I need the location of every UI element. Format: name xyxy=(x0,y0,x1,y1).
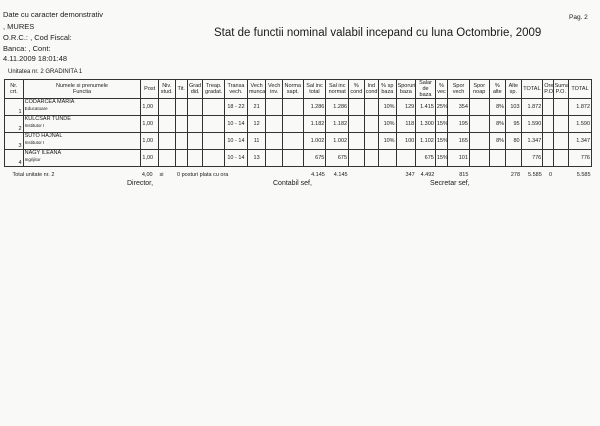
totals-posturi-note: 0 posturi plata cu ora xyxy=(175,167,303,184)
signature-contabil: Contabil sef, xyxy=(273,180,312,187)
cell-post: 1,00 xyxy=(141,99,159,116)
table-row xyxy=(5,99,592,116)
employee-name: SUTO HAJNAL xyxy=(24,133,63,139)
cell-pct-vec: 15% xyxy=(435,133,447,150)
cell-sal-normat: 675 xyxy=(326,150,349,167)
cell-nr: 3 xyxy=(5,133,24,150)
totals-si: si xyxy=(158,167,175,184)
cell-pct-baza: 10% xyxy=(379,133,397,150)
cell-alte-sp xyxy=(506,150,522,167)
cell-pct-vec: 25% xyxy=(435,99,447,116)
totals-ore-po: 0 xyxy=(543,167,553,184)
cell-pct-vec: 15% xyxy=(435,150,447,167)
cell-spor-vech: 101 xyxy=(448,150,470,167)
cell-spor-vech: 165 xyxy=(448,133,470,150)
totals-sal-total: 4.145 xyxy=(303,167,326,184)
col-vech-munca: Vech munca xyxy=(247,80,266,99)
col-sal-total: Sal inc total xyxy=(303,80,326,99)
cell-transa: 10 - 14 xyxy=(225,116,248,133)
employee-function: Institutor I xyxy=(24,140,45,145)
totals-sporuri-baza: 347 xyxy=(396,167,416,184)
cell-vech-munca: 21 xyxy=(247,99,266,116)
cell-sporuri-baza: 100 xyxy=(396,133,416,150)
table-row xyxy=(5,116,592,133)
cell-sal-normat: 1.182 xyxy=(326,116,349,133)
col-pct-vec: % vec xyxy=(435,80,447,99)
cell-total2: 1.590 xyxy=(569,116,592,133)
employee-function: Institutor I xyxy=(24,123,45,128)
cell-post: 1,00 xyxy=(141,150,159,167)
cell-sporuri-baza: 129 xyxy=(396,99,416,116)
cell-spor-vech: 195 xyxy=(448,116,470,133)
cell-name xyxy=(23,116,141,133)
cell-total: 1.347 xyxy=(521,133,543,150)
cell-sporuri-baza xyxy=(396,150,416,167)
col-ore-po: Ore P.O. xyxy=(543,80,553,99)
bank-account: Banca: , Cont: xyxy=(3,44,51,53)
totals-total: 5.585 xyxy=(521,167,543,184)
cell-vech-munca: 13 xyxy=(247,150,266,167)
cell-pct-baza: 10% xyxy=(379,116,397,133)
totals-sal-normat: 4.145 xyxy=(326,167,349,184)
cell-vech-munca: 11 xyxy=(247,133,266,150)
orc-fiscal-code: O.R.C.: , Cod Fiscal: xyxy=(3,33,72,42)
county: , MURES xyxy=(3,22,35,31)
cell-name xyxy=(23,99,141,116)
totals-post: 4,00 xyxy=(141,167,159,184)
totals-spor-vech: 815 xyxy=(448,167,470,184)
cell-sal-total: 1.286 xyxy=(303,99,326,116)
cell-alte-sp: 80 xyxy=(506,133,522,150)
col-transa: Transa vech. xyxy=(225,80,248,99)
cell-total: 776 xyxy=(521,150,543,167)
col-function-label: Functia xyxy=(72,89,92,95)
col-total2: TOTAL xyxy=(569,80,592,99)
employee-name: CODARCEA MARIA xyxy=(24,99,75,105)
cell-name xyxy=(23,133,141,150)
col-suma-po: Suma P.O. xyxy=(553,80,569,99)
col-sal-normat: Sal inc normat xyxy=(326,80,349,99)
col-pct-cond: % cond xyxy=(349,80,365,99)
col-pct-alte: % alte xyxy=(489,80,506,99)
cell-nr: 2 xyxy=(5,116,24,133)
cell-pct-baza xyxy=(379,150,397,167)
totals-total2: 5.585 xyxy=(569,167,592,184)
col-salar-baza: Salar de baza xyxy=(416,80,436,99)
employee-function: Ingrijitor xyxy=(24,157,41,162)
col-grad-did: Grad did. xyxy=(187,80,203,99)
col-name-label: Numele si prenumele xyxy=(56,83,108,89)
unit-label: Unitatea nr. 2 GRADINITA 1 xyxy=(8,69,83,75)
cell-pct-vec: 15% xyxy=(435,116,447,133)
cell-transa: 18 - 22 xyxy=(225,99,248,116)
cell-sal-normat: 1.002 xyxy=(326,133,349,150)
cell-spor-vech: 354 xyxy=(448,99,470,116)
employee-name: KULCSAR TUNDE xyxy=(24,116,71,122)
cell-transa: 10 - 14 xyxy=(225,150,248,167)
cell-nr: 1 xyxy=(5,99,24,116)
signature-director: Director, xyxy=(127,180,154,187)
cell-pct-alte: 8% xyxy=(489,116,506,133)
cell-sporuri-baza: 118 xyxy=(396,116,416,133)
col-post: Post xyxy=(141,80,159,99)
cell-total: 1.872 xyxy=(521,99,543,116)
totals-label: Total unitate nr. 2 xyxy=(5,167,141,184)
cell-transa: 10 - 14 xyxy=(225,133,248,150)
cell-nr: 4 xyxy=(5,150,24,167)
col-treapta: Treap. gradat. xyxy=(203,80,225,99)
page-title: Stat de functii nominal valabil incepand cu luna Octombrie, 2009 xyxy=(214,27,542,39)
cell-post: 1,00 xyxy=(141,133,159,150)
staff-table xyxy=(4,79,592,183)
cell-total2: 776 xyxy=(569,150,592,167)
cell-salar-baza: 675 xyxy=(416,150,436,167)
cell-sal-normat: 1.286 xyxy=(326,99,349,116)
col-niv-stud: Niv. stud. xyxy=(158,80,175,99)
cell-pct-alte: 8% xyxy=(489,99,506,116)
col-name xyxy=(23,80,141,99)
col-spor-noap: Spor noap xyxy=(469,80,489,99)
cell-name xyxy=(23,150,141,167)
cell-salar-baza: 1.300 xyxy=(416,116,436,133)
cell-sal-total: 1.002 xyxy=(303,133,326,150)
cell-salar-baza: 1.415 xyxy=(416,99,436,116)
col-tit: Tit. xyxy=(175,80,187,99)
totals-salar-baza: 4.492 xyxy=(416,167,436,184)
col-alte-sp: Alte sp. xyxy=(506,80,522,99)
table-header-row xyxy=(5,80,592,99)
cell-pct-alte: 8% xyxy=(489,133,506,150)
cell-pct-baza: 10% xyxy=(379,99,397,116)
cell-sal-total: 1.182 xyxy=(303,116,326,133)
print-datetime: 4.11.2009 18:01:48 xyxy=(3,54,68,63)
cell-alte-sp: 95 xyxy=(506,116,522,133)
page-number: Pag. 2 xyxy=(569,14,588,21)
signature-secretar: Secretar sef, xyxy=(430,180,470,187)
table-row xyxy=(5,133,592,150)
cell-total: 1.590 xyxy=(521,116,543,133)
cell-vech-munca: 12 xyxy=(247,116,266,133)
cell-salar-baza: 1.102 xyxy=(416,133,436,150)
cell-post: 1,00 xyxy=(141,116,159,133)
col-total: TOTAL xyxy=(521,80,543,99)
table-row xyxy=(5,150,592,167)
cell-total2: 1.347 xyxy=(569,133,592,150)
cell-alte-sp: 103 xyxy=(506,99,522,116)
col-vech-inv: Vech inv. xyxy=(266,80,283,99)
cell-total2: 1.872 xyxy=(569,99,592,116)
col-ind-cond: Ind cond xyxy=(364,80,378,99)
totals-alte-sp: 278 xyxy=(506,167,522,184)
employee-name: NAGY ILEANA xyxy=(24,150,62,156)
col-pct-baza: % sp baza xyxy=(379,80,397,99)
col-spor-vech: Spor vech xyxy=(448,80,470,99)
cell-pct-alte xyxy=(489,150,506,167)
company-name: Date cu caracter demonstrativ xyxy=(3,10,104,19)
col-nr: Nr. crt. xyxy=(5,80,24,99)
employee-function: Educatoare xyxy=(24,106,48,111)
col-norma: Norma sapt. xyxy=(282,80,303,99)
cell-sal-total: 675 xyxy=(303,150,326,167)
col-sporuri-baza: Sporuri baza xyxy=(396,80,416,99)
